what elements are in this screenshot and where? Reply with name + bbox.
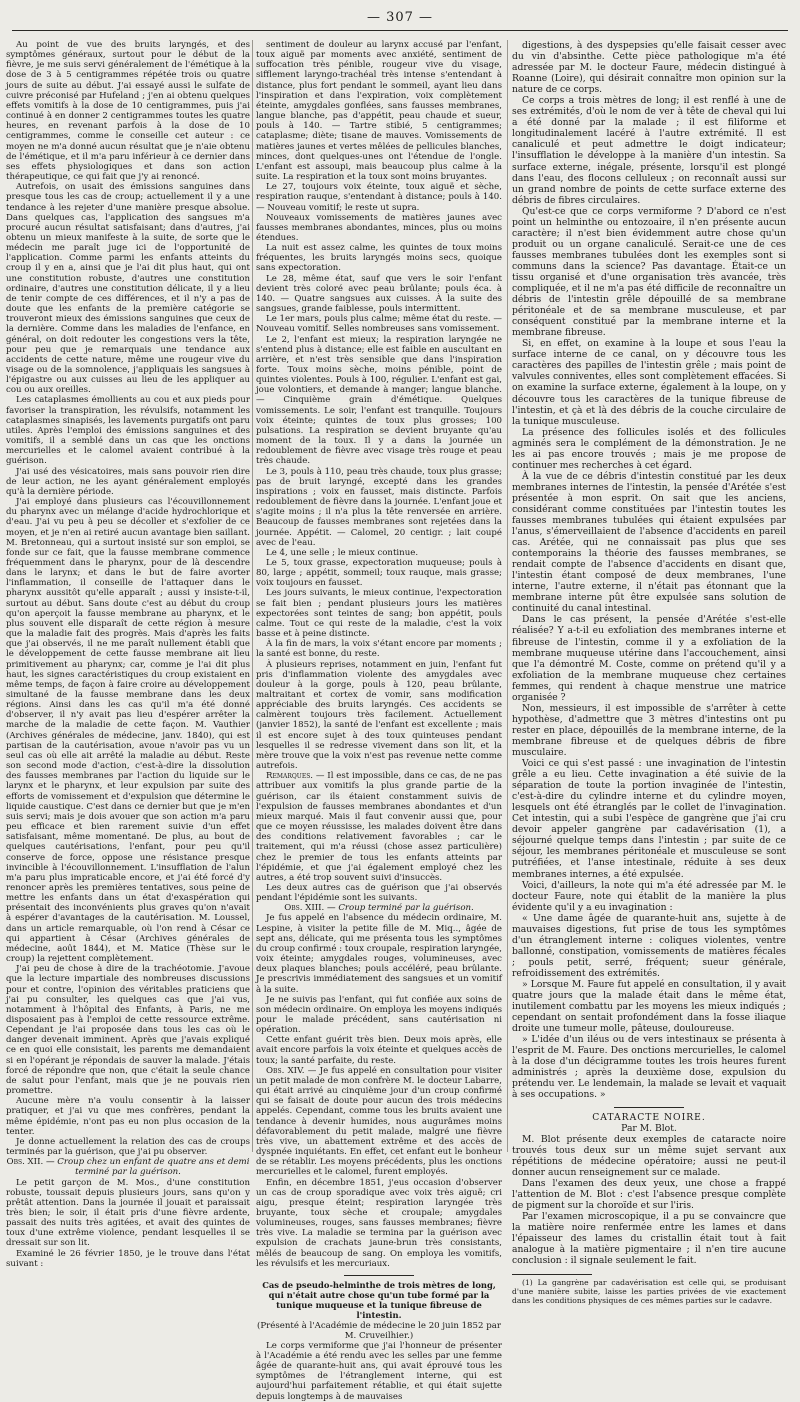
- observation-paragraph: [256, 1066, 502, 1178]
- paragraph: Le 4, une selle ; le mieux continue.: [266, 547, 419, 558]
- paragraph: Si, en effet, on examine à la loupe et sous l'eau la surface interne de ce canal, on y découvre tous les caractères des papilles de l'intestin grêle ; mais point de valvules conniventes, elles sont complètement effacées. Si on examine la surface externe, également à la loupe, on y découvre tous les caractères de la tunique fibreuse de l'intestin, et çà et là des débris de la couche circulaire de la tunique musculeuse.: [512, 338, 786, 427]
- paragraph: Le 2, l'enfant est mieux; la respiration laryngée ne s'entend plus à distance; elle est faible en auscultant en arrière, et n'est très sensible que dans l'inspiration forte. Toux moins sèche, moins pénible, point de quintes violentes. Pouls à 100, régulier. L'enfant est gai, joue volontiers, et demande à manger; langue blanche. — Cinquième grain d'émétique. Quelques vomissements. Le soir, l'enfant est tranquille. Toujours voix éteinte; quintes de toux plus grosses; 100 pulsations. La respiration se devient bruyante qu'au moment de la toux. Il y a dans la journée un redoublement de fièvre avec visage très rouge et peau très chaude.: [256, 334, 502, 467]
- paragraph: » L'idée d'un iléus ou de vers intestinaux se présenta à l'esprit de M. Faure. Des onctions mercurielles, le calomel à la dose d'un décigramme toutes les trois heures furent administrés ; après la deuxième dose, expulsion du prétendu ver. Le lendemain, la malade se levait et vaquait à ses occupations. »: [512, 1034, 786, 1101]
- paragraph: Je fus appelé en l'absence du médecin ordinaire, M. Lespine, à visiter la petite fille de M. Miq.., âgée de sept ans, délicate, qui me présenta tous les symptômes du croup confirmé : toux croupale, respiration laryngée, voix éteinte; amygdales rouges, volumineuses, avec deux plaques blanches; pouls accéléré, peau brûlante. Je prescrivis immédiatement des sangsues et un vomitif à la suite.: [256, 913, 502, 995]
- paragraph: La nuit est assez calme, les quintes de toux moins fréquentes, les bruits laryngés moins secs, quoique sans expectoration.: [256, 243, 502, 274]
- paragraph: Le 5, toux grasse, expectoration muqueuse; pouls à 80, large ; appétit, sommeil; toux rauque, mais grasse; voix toujours en fausset.: [256, 557, 502, 589]
- footnote: (1) La gangrène par cadavérisation est celle qui, se produisant d'une manière subite, laisse les parties privées de vie exactement dans les conditions physiques de ces mêmes parties sur le cadavre.: [512, 1278, 786, 1306]
- paragraph: Dans l'examen des deux yeux, une chose a frappé l'attention de M. Blot : c'est l'absence presque complète de pigment sur la choroïde et sur l'iris.: [512, 1177, 786, 1211]
- section-title: CATARACTE NOIRE.: [592, 1111, 706, 1123]
- section-divider: [614, 1107, 684, 1108]
- column-divider-left: [252, 40, 253, 1152]
- paragraph: Voici ce qui s'est passé : une invagination de l'intestin grêle a eu lieu. Cette invagination a été suivie de la séparation de toute la portion invaginée de l'intestin, c'est-à-dire du cylindre interne et du cylindre moyen, lesquels ont été étranglés par le collet de l'invagination. Cet intestin, qui a subi l'espèce de gangrène que j'ai cru devoir appeler gangrène par cadavérisation (1), a séjourné quelque temps dans l'intestin ; par suite de ce séjour, les membranes péritonéale et musculeuse se sont putréfiées, et l'anse intestinale, réduite à ses deux membranes internes, a été expulsée.: [512, 758, 786, 880]
- paragraph: Le 27, toujours voix éteinte, toux aiguë et sèche, respiration rauque, s'entendant à distance; pouls à 140. — Nouveau vomitif; le reste ut supra.: [256, 182, 502, 213]
- paragraph: Nouveaux vomissements de matières jaunes avec fausses membranes abondantes, minces, plus ou moins étendues.: [256, 212, 502, 243]
- column-divider-right: [507, 40, 508, 1152]
- paragraph: Ce corps a trois mètres de long; il est renflé à une de ses extrémités, d'où le nom de ver à tête de cheval qui lui a été donné par la malade ; il est filiforme et longitudinalement lacéré à l'autre extrémité. Il est canaliculé et peut admettre le doigt indicateur; l'insufflation le développe à la manière d'un intestin. Sa surface externe, inégale, présente, lorsqu'il est plongé dans l'eau, des flocons celluleux ; on reconnaît aussi sur un grand nombre de points de cette surface externe des débris de fibres circulaires.: [512, 95, 786, 206]
- paragraph: digestions, à des dyspepsies qu'elle faisait cesser avec du vin d'absinthe. Cette pièce pathologique m'a été adressée par M. le docteur Faure, médecin distingué à Roanne (Loire), qui désirait connaître mon opinion sur la nature de ce corps.: [512, 40, 786, 96]
- paragraph: La présence des follicules isolés et des follicules agminés sera le complément de la démonstration. Je ne les ai pas encore trouvés ; mais je me propose de continuer mes recherches à cet égard.: [512, 426, 786, 471]
- paragraph: À plusieurs reprises, notamment en juin, l'enfant fut pris d'inflammation violente des amygdales avec douleur à la gorge, pouls à 120, peau brûlante, maltraitant et cortex de vomir, sans modification appréciable des bruits laryngés. Ces accidents se calmèrent toujours très facilement. Actuellement (janvier 1852), la santé de l'enfant est excellente ; mais il est encore sujet à des toux quinteuses pendant lesquelles il se redresse vivement dans son lit, et la mère trouve que la voix n'est pas revenue nette comme autrefois.: [256, 659, 502, 772]
- paragraph: M. Blot présente deux exemples de cataracte noire trouvés tous deux sur un même sujet servant aux répétitions de médecine opératoire; aussi ne peut-il donner aucun renseignement sur ce malade.: [512, 1133, 786, 1178]
- observation-heading: [6, 1157, 250, 1177]
- paragraph: Le corps vermiforme que j'ai l'honneur de présenter à l'Académie a été rendu avec les selles par une femme âgée de quarante-huit ans, qui avait éprouvé tous les symptômes de l'étranglement interne, qui est aujourd'hui parfaitement rétablie, et qui était sujette depuis longtemps à de mauvaises: [256, 1340, 502, 1402]
- observation-title: — Croup chez un enfant de quatre ans et demi terminé par la guérison.: [45, 1157, 250, 1178]
- paragraph: « Une dame âgée de quarante-huit ans, sujette à de mauvaises digestions, fut prise de tous les symptômes d'un étranglement interne : coliques violentes, ventre ballonné, constipation, vomissements de matières fécales ; pouls petit, serré, fréquent; sueur générale, refroidissement des extrémités.: [512, 912, 786, 979]
- paragraph: Enfin, en décembre 1851, j'eus occasion d'observer un cas de croup sporadique avec voix très aiguë; cri aigu, presque éteint; respiration laryngée très bruyante, toux sèche et croupale; amygdales volumineuses, rouges, sans fausses membranes; fièvre très vive. La maladie se termina par la guérison avec expulsion de crachats jaune-brun très consistants, mêlés de beaucoup de sang. On employa les vomitifs, les révulsifs et les mercuriaux.: [256, 1177, 502, 1269]
- observation-number: Obs. XII.: [6, 1157, 44, 1168]
- header-rule: [12, 30, 788, 31]
- section-title: Cas de pseudo-helminthe de trois mètres de long, qui n'était autre chose qu'un tube formé par la tunique muqueuse et la tunique fibreuse de l'intestin.: [262, 1279, 496, 1321]
- paragraph: Le petit garçon de M. Mos., d'une constitution robuste, toussait depuis plusieurs jours, sans qu'on y prêtât attention. Dans la journée il jouait et paraissait très bien; le soir, il était pris d'une fièvre ardente, passait des nuits très agitées, et avait des quintes de toux d'une extrême violence, pendant lesquelles il se dressait sur son lit.: [6, 1177, 250, 1249]
- paragraph: Je donne actuellement la relation des cas de croups terminés par la guérison, que j'ai pu observer.: [6, 1136, 250, 1158]
- paragraph: Au point de vue des bruits laryngés, et des symptômes généraux, surtout pour le début de la fièvre, je me suis servi généralement de l'émétique à la dose de 3 à 5 centigrammes répétée trois ou quatre jours de suite au début. J'ai essayé aussi le sulfate de cuivre préconisé par Hufeland ; j'en ai obtenu quelques effets vomitifs à la dose de 10 centigrammes, puis j'ai continué à en donner 2 centigrammes toutes les quatre heures, en revenant parfois à la dose de 10 centigrammes, comme le conseille cet auteur : ce moyen ne m'a donné aucun résultat que je n'aie obtenu de l'émétique, et il m'a paru inférieur à ce dernier dans ses effets physiologiques et dans son action thérapeutique, ce qui fait que j'y ai renoncé.: [6, 40, 250, 183]
- paragraph: Autrefois, on usait des émissions sanguines dans presque tous les cas de croup; actuellement il y a une tendance à les rejeter d'une manière presque absolue. Dans quelques cas, l'application des sangsues m'a procuré aucun résultat satisfaisant; dans d'autres, j'ai obtenu un mieux manifeste à la suite, de sorte que le médecin me paraît juge ici de l'opportunité de l'application. Comme parmi les enfants atteints du croup il y en a, ainsi que je l'ai dit plus haut, qui ont une constitution robuste, d'autres une constitution ordinaire, d'autres une constitution délicate, il y a lieu de tenir compte de ces différences, et il n'y a pas de doute que les enfants de la première catégorie se trouveront mieux des émissions sanguines que ceux de la dernière. Comme dans les maladies de l'enfance, en général, on doit redouter les congestions vers la tête, pour peu que je remarquais une tendance aux accidents de cette nature, même une rougeur vive du visage ou de la somnolence, j'appliquais les sangsues à l'épigastre ou aux cuisses au lieu de les appliquer au cou ou aux oreilles.: [6, 182, 250, 396]
- footnote-rule: [512, 1274, 592, 1275]
- paragraph: sentiment de douleur au larynx accusé par l'enfant, toux aiguë par moments avec anxiété, sentiment de suffocation très pénible, rougeur vive du visage, sifflement laryngo-trachéal très intense s'entendant à distance, plus fort pendant le sommeil, ayant lieu dans l'inspiration et dans l'expiration, voix complètement éteinte, amygdales gonflées, sans fausses membranes, langue blanche, pas d'appétit, peau chaude et sueur, pouls à 140. — Tartre stibié, 5 centigrammes; cataplasme; diète; tisane de mauves. Vomissements de matières jaunes et vertes mêlées de pellicules blanches, minces, dont quelques-unes ont l'étendue de l'ongle. L'enfant est assoupi, mais beaucoup plus calme à la suite. La respiration et la toux sont moins bruyantes.: [256, 40, 502, 183]
- paragraph: Le 28, même état, sauf que vers le soir l'enfant devient très coloré avec peau brûlante; pouls éca. à 140. — Quatre sangsues aux cuisses. À la suite des sangsues, grande faiblesse, pouls intermittent.: [256, 273, 502, 315]
- observation-title: — Croup terminé par la guérison.: [327, 903, 474, 914]
- paragraph: Voici, d'ailleurs, la note qui m'a été adressée par M. le docteur Faure, note qui établit de la manière la plus évidente qu'il y a eu invagination :: [512, 879, 786, 913]
- paragraph: À la vue de ce débris d'intestin constitué par les deux membranes internes de l'intestin, la pensée d'Arétée s'est présentée à mon esprit. On sait que les anciens, considérant comme constituées par l'intestin toutes les fausses membranes tubulées qui étaient expulsées par l'anus, s'émerveillaient de l'absence d'accidents en pareil cas. Arétée, qui ne connaissait pas plus que ses contemporains la théorie des fausses membranes, se rendait compte de l'absence d'accidents en disant que, l'intestin étant composé de deux membranes, l'une interne, l'autre externe, il n'était pas étonnant que la membrane interne pût être expulsée sans solution de continuité du canal intestinal.: [512, 470, 786, 615]
- section-note: (Présenté à l'Académie de médecine le 20 juin 1852 par M. Cruveilhier.): [257, 1320, 501, 1341]
- remarks-label: Remarques.: [266, 771, 314, 782]
- paragraph: Qu'est-ce que ce corps vermiforme ? D'abord ce n'est point un helminthe ou entozoaire, il n'en présente aucun caractère; il n'est bien évidemment autre chose qu'un produit ou un organe canaliculé. Serait-ce une de ces fausses membranes tubulées dont les exemples sont si communs dans la science? Pas davantage. Était-ce un tissu organisé et d'une organisation très avancée, très compliquée, et il ne m'a pas été difficile de reconnaître un débris de l'intestin grêle dépouillé de sa membrane péritonéale et de sa membrane musculeuse, et par conséquent constitué par la membrane interne et la membrane fibreuse.: [512, 205, 786, 339]
- paragraph: Le 3, pouls à 110, peau très chaude, toux plus grasse; pas de bruit laryngé, excepté dans les grandes inspirations ; voix en fausset, mais distincte. Parfois redoublement de fièvre dans la journée. L'enfant joue et s'agite moins ; il n'a plus la tête renversée en arrière. Beaucoup de fausses membranes sont rejetées dans la journée. Appétit. — Calomel, 20 centigr. ; lait coupé avec de l'eau.: [256, 466, 502, 548]
- paragraph: Cette enfant guérit très bien. Deux mois après, elle avait encore parfois la voix éteinte et quelques accès de toux; la santé parfaite, du reste.: [256, 1035, 502, 1066]
- observation-number: Obs. XIII.: [284, 903, 325, 914]
- paragraph: Les cataplasmes émollients au cou et aux pieds pour favoriser la transpiration, les révulsifs, notamment les cataplasmes sinapisés, les lavements purgatifs ont paru utiles. Après l'emploi des émissions sanguines et des vomitifs, il a semblé dans un cas que les onctions mercurielles et le calomel avaient contribué à la guérison.: [6, 395, 250, 467]
- paragraph: Les deux autres cas de guérison que j'ai observés pendant l'épidémie sont les suivants.: [256, 882, 502, 904]
- observation-text: — Je fus appelé en consultation pour visiter un petit malade de mon confrère M. le docteur Labarre, qui était arrivé au cinquième jour d'un croup confirmé qui se faisait de doute pour aucun des trois médecins appelés. Cependant, comme tous les bruits avaient une tendance à devenir humides, nous augurâmes moins défavorablement du petit malade, malgré une fièvre très vive, un abattement extrême et des accès de dyspnée inquiétants. En effet, cet enfant eut le bonheur de se rétablir. Les moyens précédents, plus les onctions mercurielles et le calomel, furent employés.: [256, 1065, 503, 1178]
- paragraph: J'ai peu de chose à dire de la trachéotomie. J'avoue que la lecture impartiale des nombreuses discussions pour et contre, l'opinion des véritables praticiens que j'ai pu consulter, les quelques cas que j'ai vus, notamment à l'hôpital des Enfants, à Paris, ne me disposaient pas à l'emploi de cette ressource extrême. Cependant je l'ai proposée dans tous les cas où le danger devenait imminent. Après que j'avais expliqué ce en quoi elle consistait, les parents me demandaient si en l'opérant je répondais de sauver la malade. J'étais forcé de répondre que non, que c'était la seule chance de salut pour l'enfant, mais que je ne pouvais rien promettre.: [6, 964, 250, 1097]
- text-column-right: [512, 40, 786, 1306]
- remarks-paragraph: [256, 771, 502, 883]
- paragraph: Examiné le 26 février 1850, je le trouve dans l'état suivant :: [6, 1248, 250, 1269]
- observation-number: Obs. XIV.: [266, 1065, 305, 1076]
- paragraph: Les jours suivants, le mieux continue, l'expectoration se fait bien ; pendant plusieurs jours les matières expectorées sont teintes de sang; bon appétit, pouls calme. Tout ce qui reste de la maladie, c'est la voix basse et à peine distincte.: [256, 588, 502, 640]
- page-header: [0, 0, 800, 26]
- paragraph: » Lorsque M. Faure fut appelé en consultation, il y avait quatre jours que la malade était dans le même état, inutilement combattu par les moyens les mieux indiqués ; cependant on sentait profondément dans la fosse iliaque droite une tumeur molle, pâteuse, douloureuse.: [512, 978, 786, 1035]
- paragraph: Non, messieurs, il est impossible de s'arrêter à cette hypothèse, d'admettre que 3 mètres d'intestins ont pu rester en place, dépouillés de la membrane interne, de la membrane fibreuse et de quelques débris de fibre musculaire.: [512, 702, 786, 758]
- text-column-middle: [256, 40, 503, 1402]
- text-column-left: [6, 40, 250, 1269]
- paragraph: J'ai usé des vésicatoires, mais sans pouvoir rien dire de leur action, ne les ayant généralement employés qu'à la dernière période.: [6, 466, 250, 497]
- paragraph: Aucune mère n'a voulu consentir à la laisser pratiquer, et j'ai vu que mes confrères, pendant la même épidémie, n'ont pas eu non plus occasion de la tenter.: [6, 1096, 250, 1137]
- section-author: Par M. Blot.: [621, 1122, 677, 1134]
- paragraph: Le 1er mars, pouls plus calme; même état du reste. — Nouveau vomitif. Selles nombreuses sans vomissement.: [256, 314, 502, 335]
- remarks-text: — Il est impossible, dans ce cas, de ne pas attribuer aux vomitifs la plus grande partie de la guérison, car ils étaient constamment suivis de l'expulsion de fausses membranes abondantes et d'un mieux marqué. Mais il faut convenir aussi que, pour que ce moyen réussisse, les malades doivent être dans des conditions relativement favorables ; car le traitement, qui m'a réussi (chose assez particulière) chez le premier de tous les enfants atteints par l'épidémie, et que j'ai également employé chez les autres, a été trop souvent suivi d'insuccès.: [256, 771, 502, 883]
- paragraph: Par l'examen microscopique, il a pu se convaincre que la matière noire renfermée entre les lames et dans l'épaisseur des lames du cristallin était tout à fait analogue à la matière pigmentaire ; il n'en tire aucune conclusion : il signale seulement le fait.: [512, 1210, 786, 1267]
- paragraph: Dans le cas présent, la pensée d'Arétée s'est-elle réalisée? Y a-t-il eu exfoliation des membranes interne et fibreuse de l'intestin, comme il y a exfoliation de la membrane muqueuse utérine dans l'accouchement, ainsi que l'a démontré M. Coste, comme on prétend qu'il y a exfoliation de la membrane muqueuse chez certaines femmes, qui rendent à chaque menstrue une matrice organisée ?: [512, 614, 786, 703]
- paragraph: J'ai employé dans plusieurs cas l'écouvillonnement du pharynx avec un mélange d'acide hydrochlorique et d'eau. J'ai vu peu à peu se décoller et s'exfolier de ce moyen, et je n'en ai retiré aucun avantage bien saillant. M. Bretonneau, qui a surtout insisté sur son emploi, se fonde sur ce fait, que la fausse membrane commence fréquemment dans le pharynx, pour de là descendre dans le larynx; et dans le but de faire avorter l'inflammation, il conseille de l'attaquer dans le pharynx aussitôt qu'elle apparaît ; aussi y insiste-t-il, surtout au début. Sans doute c'est au début du croup qu'on aperçoit la fausse membrane au pharynx, et le plus souvent elle disparaît de cette région à mesure que la maladie fait des progrès. Mais d'après les faits que j'ai observés, il ne me paraît nullement établi que le développement de cette fausse membrane ait lieu primitivement au pharynx; car, comme je l'ai dit plus haut, les signes caractéristiques du croup existaient en même temps, de façon à faire croire au développement simultané de la fausse membrane dans les deux régions. Ainsi dans les cas qu'il m'a été donné d'observer, il n'y avait pas lieu d'espérer arrêter la marche de la maladie de cette façon. M. Vauthier (Archives générales de médecine, janv. 1840), qui est partisan de la cautérisation, avoue n'avoir pas vu un seul cas où elle ait arrêté la maladie au début. Reste son second mode d'action, c'est-à-dire la dissolution des fausses membranes par l'action du liquide sur le larynx et le pharynx, et leur expulsion par suite des efforts de vomissement et d'expulsion que détermine le liquide caustique. C'est dans ce dernier but que je m'en suis servi; mais je dois avouer que son action m'a paru peu efficace et bien rarement suivie d'un effet satisfaisant, même momentané. De plus, au bout de quelques cautérisations, l'enfant, pour peu qu'il conserve de force, oppose une résistance presque invincible à l'écouvillonnement. L'insufflation de l'alun m'a paru plus impraticable encore, et j'ai été forcé d'y renoncer après les premières tentatives, sous peine de mettre les enfants dans un état d'exaspération qui présentait des inconvénients plus graves qu'on n'avait à espérer d'avantages de la cautérisation. M. Loussel, dans un article remarquable, où l'on rend à César ce qui appartient à César (Archives générales de médecine, août 1844), et M. Matice (Thèse sur le croup) la rejettent complètement.: [6, 497, 250, 965]
- paragraph: À la fin de mars, la voix s'étant encore par moments ; la santé est bonne, du reste.: [256, 639, 502, 660]
- observation-heading: [256, 903, 502, 913]
- section-divider: [344, 1275, 414, 1276]
- page-number: — 307 —: [366, 10, 434, 25]
- paragraph: Je ne suivis pas l'enfant, qui fut confiée aux soins de son médecin ordinaire. On employa les moyens indiqués pour le malade précédent, sans cautérisation ni opération.: [256, 994, 502, 1036]
